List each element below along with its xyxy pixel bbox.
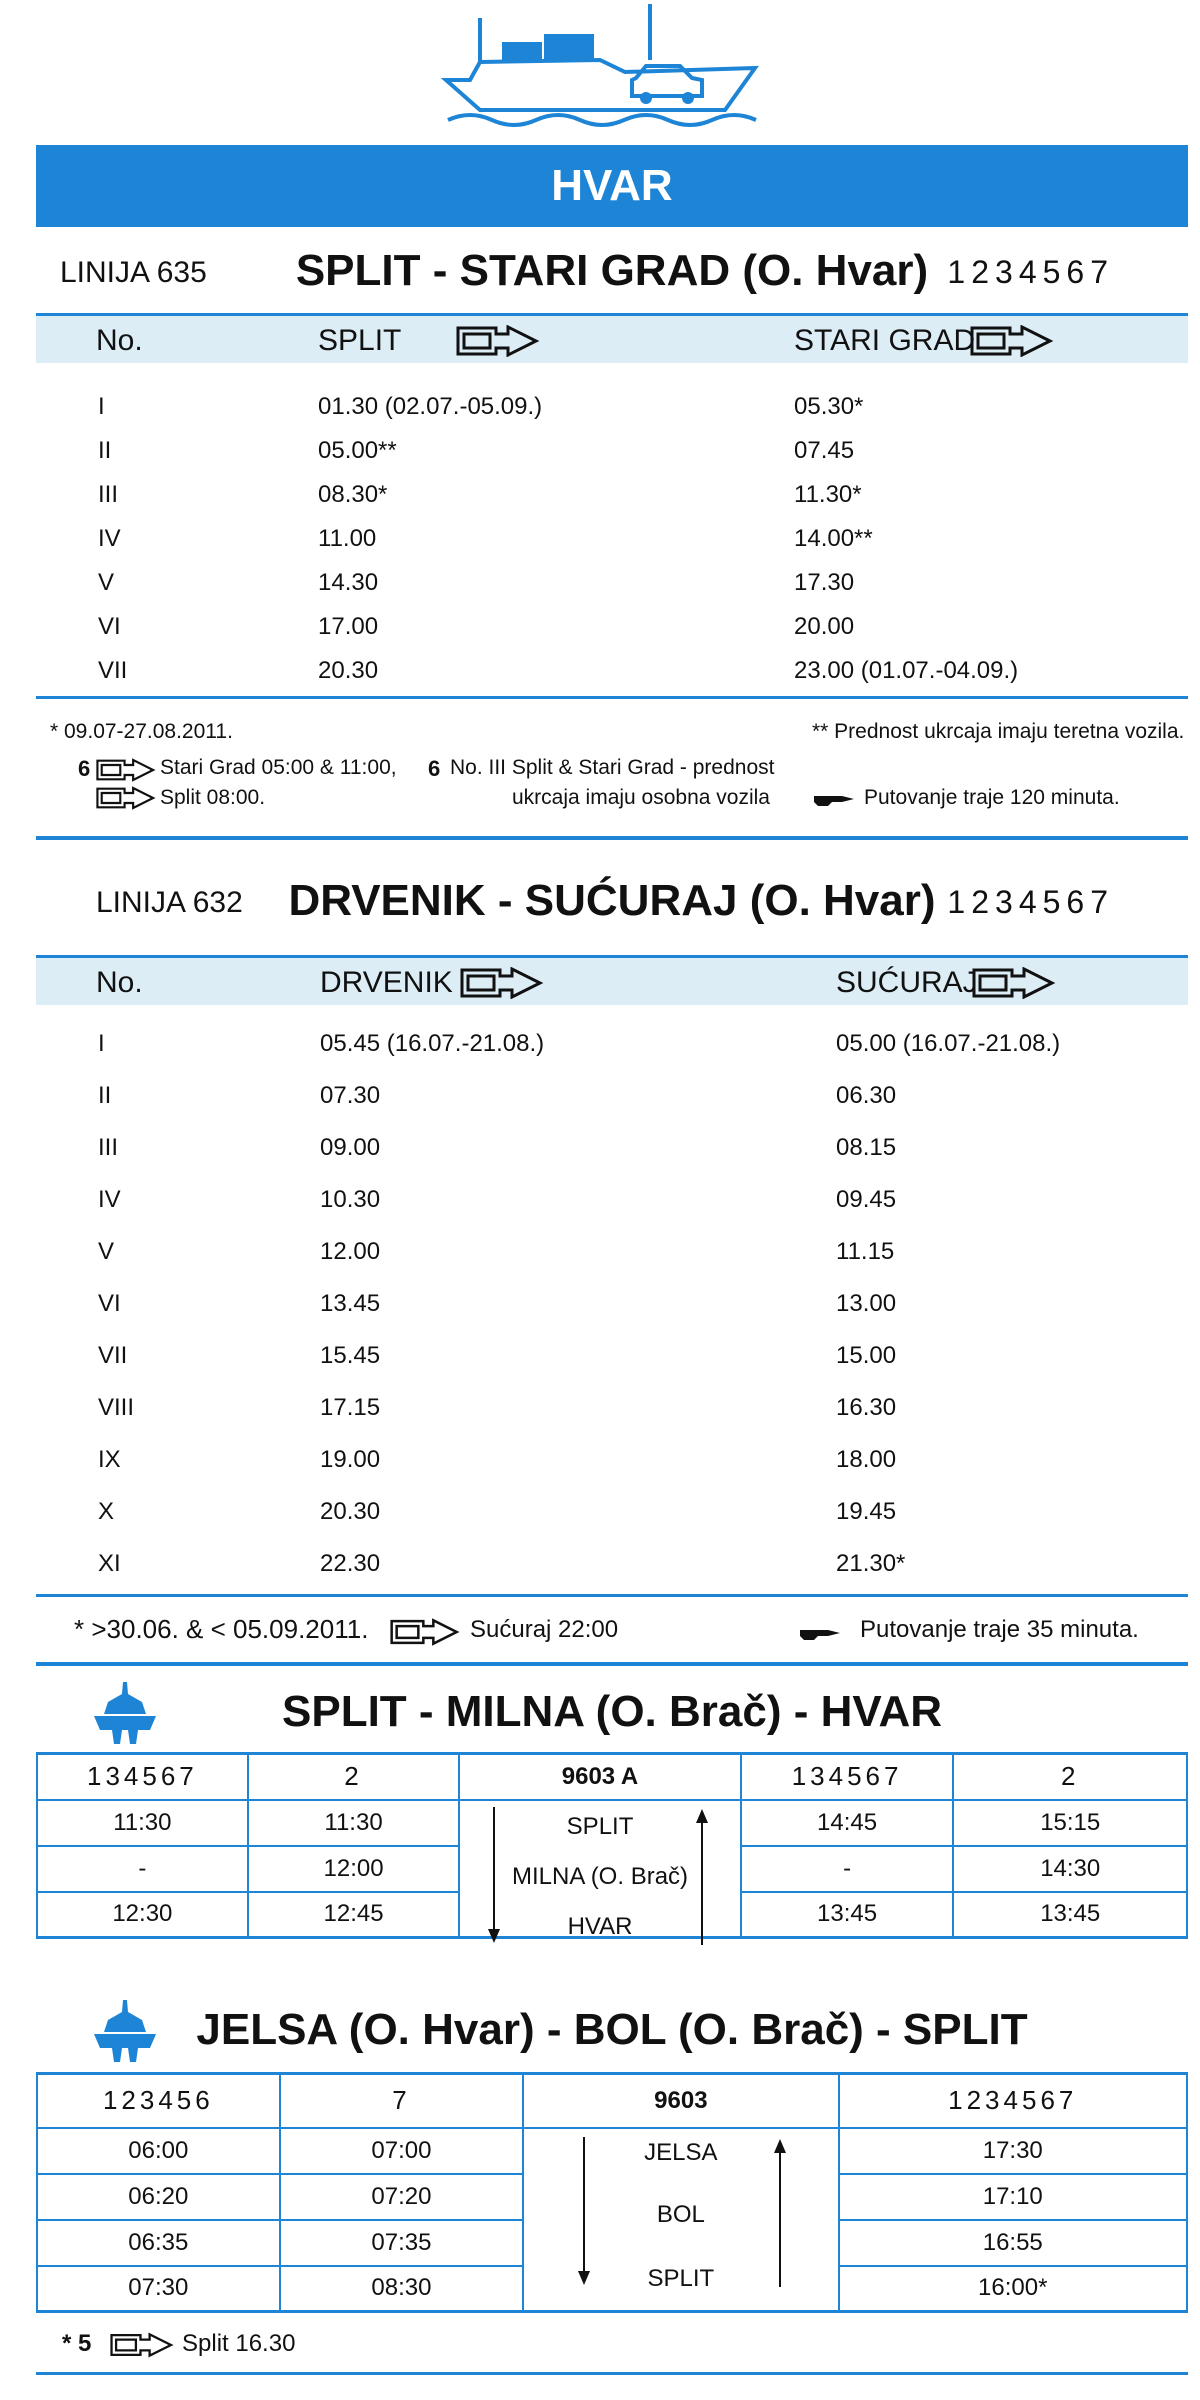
- divider: [36, 1662, 1188, 1666]
- trip-number: III: [98, 481, 119, 508]
- departure-time: 13.45: [320, 1290, 381, 1317]
- line-number: LINIJA 635: [60, 256, 207, 289]
- divider: [36, 2372, 1188, 2375]
- days-header: 123456: [37, 2074, 280, 2128]
- time-cell: 07:20: [280, 2174, 524, 2220]
- footnote-text: Putovanje traje 35 minuta.: [860, 1616, 1139, 1643]
- trip-number: X: [98, 1498, 115, 1525]
- footnote-text: Split 16.30: [182, 2330, 296, 2357]
- arrival-time: 18.00: [836, 1446, 897, 1473]
- time-cell: 07:00: [280, 2128, 524, 2174]
- time-cell: 12:30: [37, 1892, 248, 1938]
- catamaran-route-2-table: [36, 2072, 1188, 2313]
- arrow-up-icon: [772, 2137, 788, 2287]
- arrival-time: 21.30*: [836, 1550, 906, 1577]
- trip-number: V: [98, 569, 115, 596]
- timetable-row: [36, 515, 1188, 559]
- catamaran-icon: [90, 1998, 160, 2064]
- timetable-row: [36, 1332, 1188, 1376]
- arrival-time: 17.30: [794, 569, 855, 596]
- arrival-time: 05.30*: [794, 393, 864, 420]
- departure-time: 19.00: [320, 1446, 381, 1473]
- stop-name: MILNA (O. Brač): [512, 1862, 689, 1890]
- trip-number: VI: [98, 1290, 121, 1317]
- route-635-column-header: [36, 313, 1188, 363]
- departure-time: 08.30*: [318, 481, 388, 508]
- footnote-text: No. III Split & Stari Grad - prednost: [450, 756, 775, 779]
- time-cell: 17:10: [839, 2174, 1187, 2220]
- arrival-time: 06.30: [836, 1082, 897, 1109]
- trip-number: II: [98, 1082, 112, 1109]
- catamaran-icon: [90, 1680, 160, 1746]
- departure-time: 20.30: [318, 657, 379, 684]
- divider: [36, 696, 1188, 699]
- timetable-row: [36, 427, 1188, 471]
- timetable-row: [36, 1228, 1188, 1272]
- footnote-text: ukrcaja imaju osobna vozila: [512, 786, 770, 809]
- trip-number: VIII: [98, 1394, 135, 1421]
- divider: [36, 1594, 1188, 1597]
- arrow-down-icon: [576, 2137, 592, 2287]
- route-635-header: [36, 240, 1188, 310]
- arrival-time: 11.30*: [794, 481, 862, 508]
- route-632-header: [36, 870, 1188, 940]
- time-cell: 07:35: [280, 2220, 524, 2266]
- stops-cell: [459, 1800, 740, 1938]
- route-632-column-header: [36, 955, 1188, 1005]
- arrow-right-icon: [972, 967, 1056, 999]
- time-cell: -: [741, 1846, 954, 1892]
- footnote-text: Split 08:00.: [160, 786, 266, 809]
- time-cell: 11:30: [37, 1800, 248, 1846]
- operating-days: 1234567: [947, 884, 1114, 920]
- col-no: No.: [96, 966, 143, 999]
- arrival-time: 16.30: [836, 1394, 897, 1421]
- arrow-right-icon: [970, 325, 1054, 357]
- days-header: 7: [280, 2074, 524, 2128]
- trip-number: IV: [98, 525, 121, 552]
- departure-time: 07.30: [320, 1082, 381, 1109]
- departure-time: 15.45: [320, 1342, 381, 1369]
- footnote-star: * 5: [62, 2330, 92, 2357]
- timetable-row: [36, 1072, 1188, 1116]
- route-title: SPLIT - STARI GRAD (O. Hvar): [295, 246, 929, 295]
- catamaran-route-1-title: SPLIT - MILNA (O. Brač) - HVAR: [36, 1672, 1188, 1752]
- arrival-time: 15.00: [836, 1342, 897, 1369]
- arrival-time: 11.15: [836, 1238, 895, 1265]
- timetable-row: [36, 559, 1188, 603]
- departure-time: 01.30 (02.07.-05.09.): [318, 393, 543, 420]
- arrow-right-icon: [456, 325, 540, 357]
- departure-time: 12.00: [320, 1238, 381, 1265]
- days-header: 1234567: [839, 2074, 1187, 2128]
- col-departure: DRVENIK: [320, 966, 453, 999]
- stop-name: SPLIT: [566, 1812, 634, 1840]
- arrow-down-icon: [486, 1807, 502, 1945]
- footnote: * 09.07-27.08.2011.: [50, 720, 233, 743]
- arrow-right-icon: [110, 2332, 174, 2358]
- departure-time: 09.00: [320, 1134, 381, 1161]
- timetable-row: [36, 1280, 1188, 1324]
- time-cell: -: [37, 1846, 248, 1892]
- stop-name: JELSA: [644, 2138, 718, 2166]
- divider: [36, 836, 1188, 840]
- trip-number: XI: [98, 1550, 121, 1577]
- trip-number: VII: [98, 657, 128, 684]
- line-code: 9603 A: [459, 1754, 740, 1800]
- days-header: 2: [248, 1754, 460, 1800]
- days-header: 134567: [37, 1754, 248, 1800]
- time-cell: 14:45: [741, 1800, 954, 1846]
- departure-time: 10.30: [320, 1186, 381, 1213]
- region-banner: HVAR: [36, 145, 1188, 227]
- stop-name: BOL: [656, 2200, 705, 2228]
- arrow-right-icon: [96, 758, 156, 782]
- time-cell: 08:30: [280, 2266, 524, 2312]
- time-cell: 07:30: [37, 2266, 280, 2312]
- footnote: ** Prednost ukrcaja imaju teretna vozila.: [812, 720, 1185, 743]
- trip-number: IX: [98, 1446, 121, 1473]
- footnote-day: 6: [78, 756, 91, 781]
- operating-days: 1234567: [947, 254, 1114, 290]
- arrow-right-icon: [460, 967, 544, 999]
- timetable-row: [36, 1020, 1188, 1064]
- timetable-row: [36, 471, 1188, 515]
- time-cell: 15:15: [953, 1800, 1187, 1846]
- departure-time: 22.30: [320, 1550, 381, 1577]
- stop-name: SPLIT: [647, 2264, 715, 2292]
- footnote-day: 6: [428, 756, 441, 781]
- col-departure: SPLIT: [318, 324, 402, 357]
- catamaran-route-2-title: JELSA (O. Hvar) - BOL (O. Brač) - SPLIT: [36, 1990, 1188, 2070]
- time-cell: 06:00: [37, 2128, 280, 2174]
- footnote-text: Putovanje traje 120 minuta.: [864, 786, 1120, 809]
- footnote-text: Stari Grad 05:00 & 11:00,: [160, 756, 397, 779]
- time-cell: 06:20: [37, 2174, 280, 2220]
- trip-number: I: [98, 393, 105, 420]
- time-cell: 13:45: [741, 1892, 954, 1938]
- days-header: 2: [953, 1754, 1187, 1800]
- departure-time: 11.00: [318, 525, 377, 552]
- departure-time: 05.45 (16.07.-21.08.): [320, 1030, 545, 1057]
- col-arrival: SUĆURAJ: [836, 966, 978, 999]
- timetable-row: [36, 1176, 1188, 1220]
- ferry-car-icon: [440, 0, 760, 130]
- arrow-right-icon: [96, 786, 156, 810]
- trip-number: I: [98, 1030, 105, 1057]
- footnote: * >30.06. & < 05.09.2011.: [74, 1614, 369, 1644]
- col-arrival: STARI GRAD: [794, 324, 976, 357]
- departure-time: 17.00: [318, 613, 379, 640]
- time-cell: 12:00: [248, 1846, 460, 1892]
- footnote-text: Sućuraj 22:00: [470, 1616, 619, 1643]
- days-header: 134567: [741, 1754, 954, 1800]
- arrival-time: 20.00: [794, 613, 855, 640]
- time-cell: 16:00*: [839, 2266, 1187, 2312]
- timetable-row: [36, 603, 1188, 647]
- timetable-row: [36, 383, 1188, 427]
- timetable-row: [36, 1540, 1188, 1584]
- stops-cell: [523, 2128, 838, 2312]
- arrival-time: 08.15: [836, 1134, 897, 1161]
- arrival-time: 05.00 (16.07.-21.08.): [836, 1030, 1061, 1057]
- catamaran-route-1-table: [36, 1752, 1188, 1939]
- timetable-row: [36, 647, 1188, 691]
- time-cell: 06:35: [37, 2220, 280, 2266]
- arrival-time: 23.00 (01.07.-04.09.): [794, 657, 1019, 684]
- stop-name: HVAR: [567, 1912, 633, 1940]
- trip-number: V: [98, 1238, 115, 1265]
- timetable-row: [36, 1124, 1188, 1168]
- time-cell: 13:45: [953, 1892, 1187, 1938]
- line-number: LINIJA 632: [96, 886, 243, 919]
- line-code: 9603: [523, 2074, 838, 2128]
- timetable-row: [36, 1436, 1188, 1480]
- arrow-up-icon: [694, 1807, 710, 1945]
- arrival-time: 14.00**: [794, 525, 873, 552]
- trip-number: VI: [98, 613, 121, 640]
- trip-number: III: [98, 1134, 119, 1161]
- pointing-hand-icon: [798, 1624, 842, 1642]
- departure-time: 05.00**: [318, 437, 397, 464]
- timetable-row: [36, 1384, 1188, 1428]
- departure-time: 20.30: [320, 1498, 381, 1525]
- timetable-row: [36, 1488, 1188, 1532]
- pointing-hand-icon: [812, 790, 856, 808]
- arrow-right-icon: [390, 1618, 460, 1646]
- time-cell: 11:30: [248, 1800, 460, 1846]
- time-cell: 12:45: [248, 1892, 460, 1938]
- time-cell: 16:55: [839, 2220, 1187, 2266]
- arrival-time: 09.45: [836, 1186, 897, 1213]
- arrival-time: 19.45: [836, 1498, 897, 1525]
- time-cell: 14:30: [953, 1846, 1187, 1892]
- departure-time: 14.30: [318, 569, 379, 596]
- route-title: DRVENIK - SUĆURAJ (O. Hvar): [288, 876, 936, 925]
- col-no: No.: [96, 324, 143, 357]
- trip-number: VII: [98, 1342, 128, 1369]
- trip-number: IV: [98, 1186, 121, 1213]
- arrival-time: 07.45: [794, 437, 855, 464]
- time-cell: 17:30: [839, 2128, 1187, 2174]
- arrival-time: 13.00: [836, 1290, 897, 1317]
- departure-time: 17.15: [320, 1394, 381, 1421]
- trip-number: II: [98, 437, 112, 464]
